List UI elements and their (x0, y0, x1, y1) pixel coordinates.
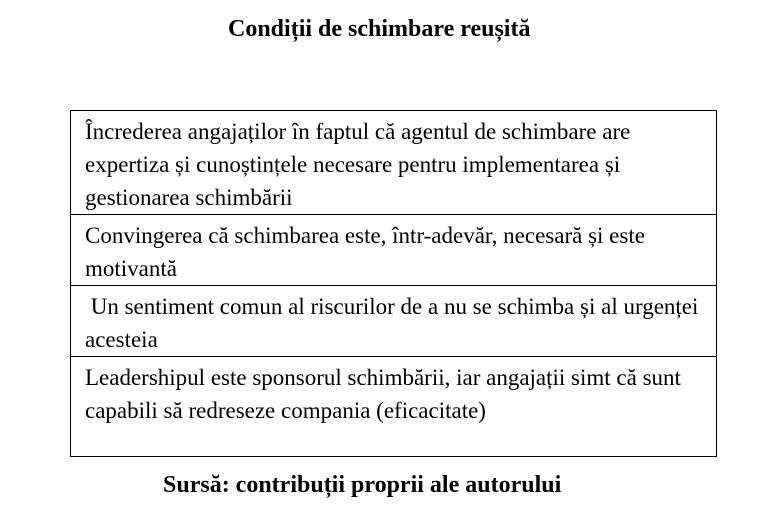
table-row (71, 286, 717, 357)
conditions-table (70, 110, 717, 457)
table-row (71, 215, 717, 286)
table-cell: Încrederea angajaților în faptul că agentul de schimbare are expertiza și cunoștințele necesare pentru implementarea și gestionarea schimbării (71, 111, 717, 215)
table-cell: Convingerea că schimbarea este, într-adevăr, necesară și este motivantă (71, 215, 717, 286)
source-caption: Sursă: contribuții proprii ale autorului (163, 472, 562, 498)
table-row (71, 111, 717, 215)
table-row (71, 357, 717, 457)
table-cell: Leadershipul este sponsorul schimbării, iar angajații simt că sunt capabili să redreseze compania (eficacitate) (71, 357, 717, 457)
table-cell: Un sentiment comun al riscurilor de a nu se schimba și al urgenței acesteia (71, 286, 717, 357)
document-title: Condiții de schimbare reușită (228, 16, 531, 42)
